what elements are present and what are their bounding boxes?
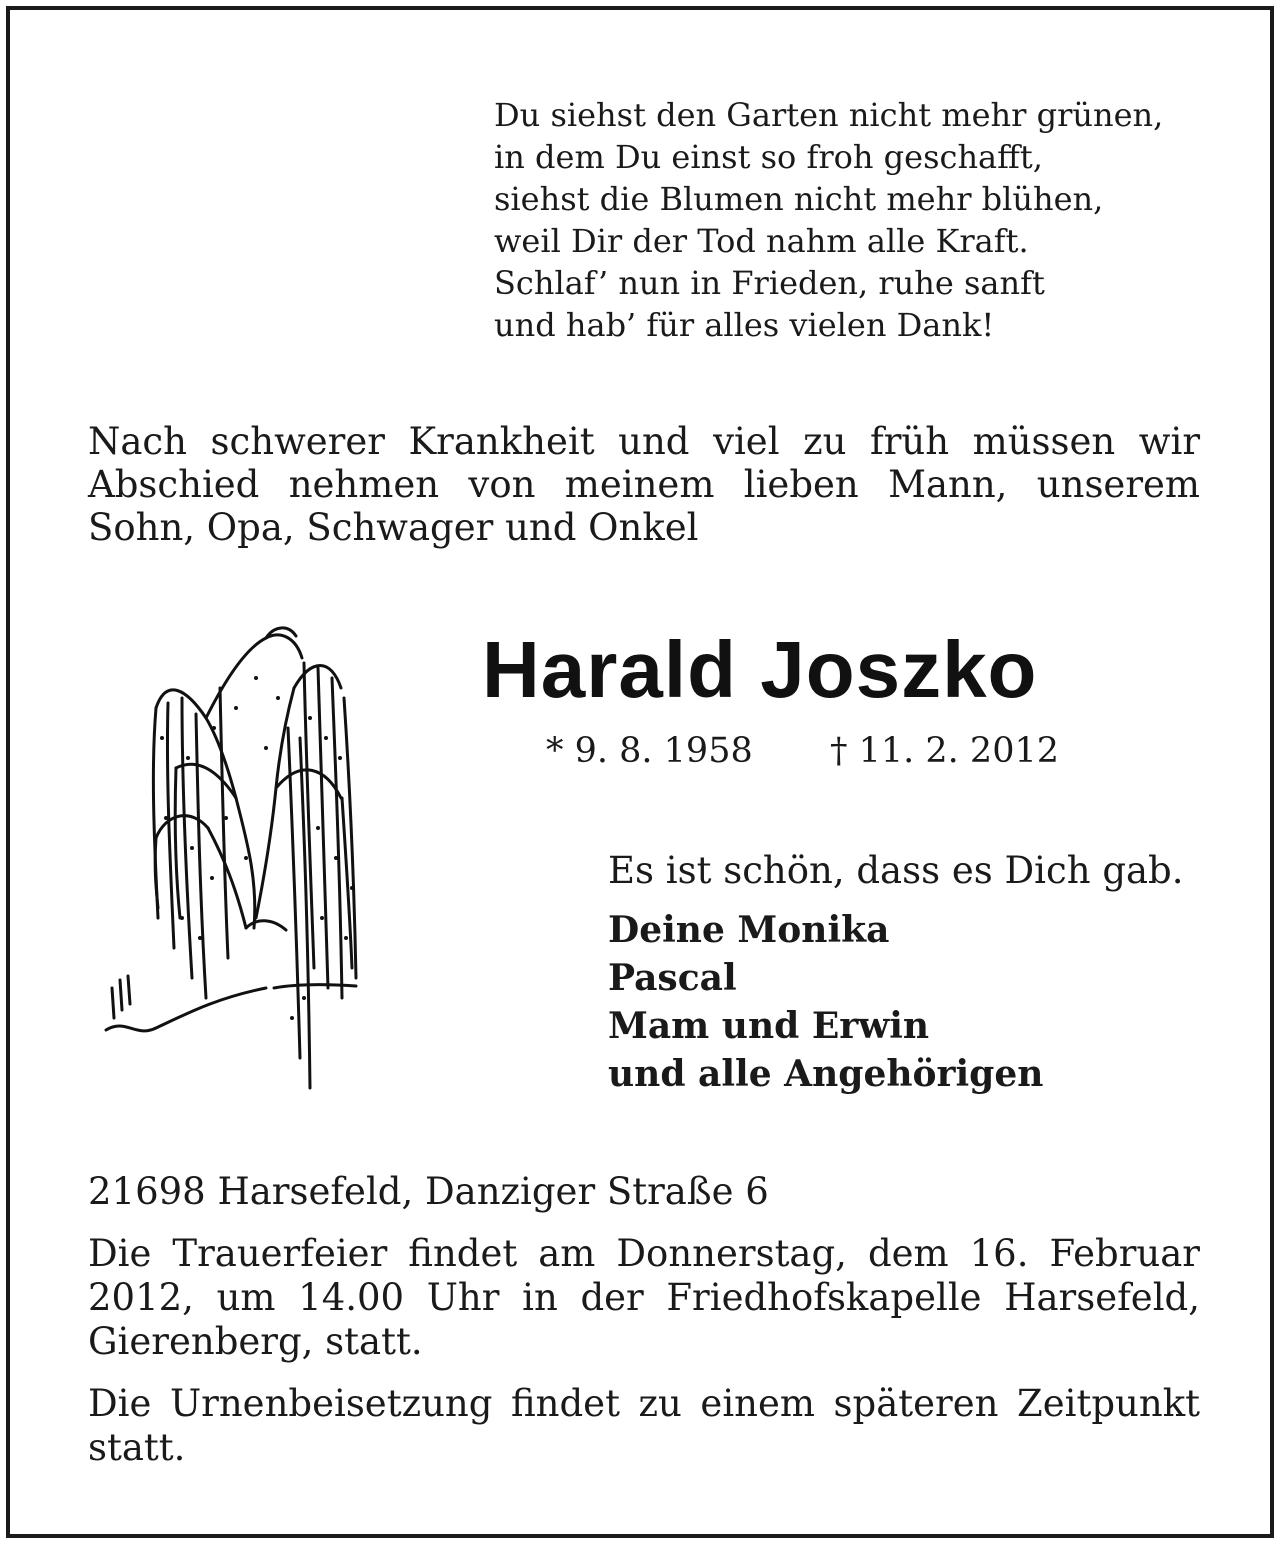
birth-date: * 9. 8. 1958 (546, 731, 753, 771)
intro-line: Sohn, Opa, Schwager und Onkel (88, 506, 699, 549)
poem-line: weil Dir der Tod nahm alle Kraft. (494, 222, 1029, 260)
poem-line: siehst die Blumen nicht mehr blühen, (494, 180, 1104, 218)
poem-line: Du siehst den Garten nicht mehr grünen, (494, 96, 1164, 134)
intro-line: Nach schwerer Krankheit und viel zu früh müssen wir (88, 420, 1200, 463)
poem (494, 94, 1234, 346)
weeping-willow-icon (96, 618, 406, 1098)
urn-line: Die Urnenbeisetzung findet zu einem späteren Zeitpunkt (88, 1382, 1200, 1425)
funeral-line: Gierenberg, statt. (88, 1320, 423, 1363)
death-date: † 11. 2. 2012 (830, 731, 1060, 771)
obituary-frame (6, 6, 1274, 1538)
intro-text (88, 420, 1200, 549)
quote: Es ist schön, dass es Dich gab. (608, 849, 1184, 892)
funeral-info (88, 1232, 1200, 1364)
poem-line: Schlaf’ nun in Frieden, ruhe sanft (494, 264, 1045, 302)
poem-line: in dem Du einst so froh geschafft, (494, 138, 1043, 176)
mourner: Mam und Erwin (608, 1005, 930, 1047)
urn-info (88, 1382, 1200, 1470)
mourner: und alle Angehörigen (608, 1053, 1044, 1095)
funeral-line: Die Trauerfeier findet am Donnerstag, dem 16. Februar (88, 1232, 1200, 1275)
mourner: Pascal (608, 957, 737, 999)
mourner: Deine Monika (608, 909, 890, 951)
mourners-list (608, 906, 1228, 1098)
funeral-line: 2012, um 14.00 Uhr in der Friedhofskapelle Harsefeld, (88, 1276, 1200, 1319)
urn-line: statt. (88, 1426, 186, 1469)
deceased-name: Harald Joszko (482, 625, 1038, 714)
intro-line: Abschied nehmen von meinem lieben Mann, unserem (88, 463, 1200, 506)
address: 21698 Harsefeld, Danziger Straße 6 (88, 1170, 769, 1213)
poem-line: und hab’ für alles vielen Dank! (494, 306, 995, 344)
